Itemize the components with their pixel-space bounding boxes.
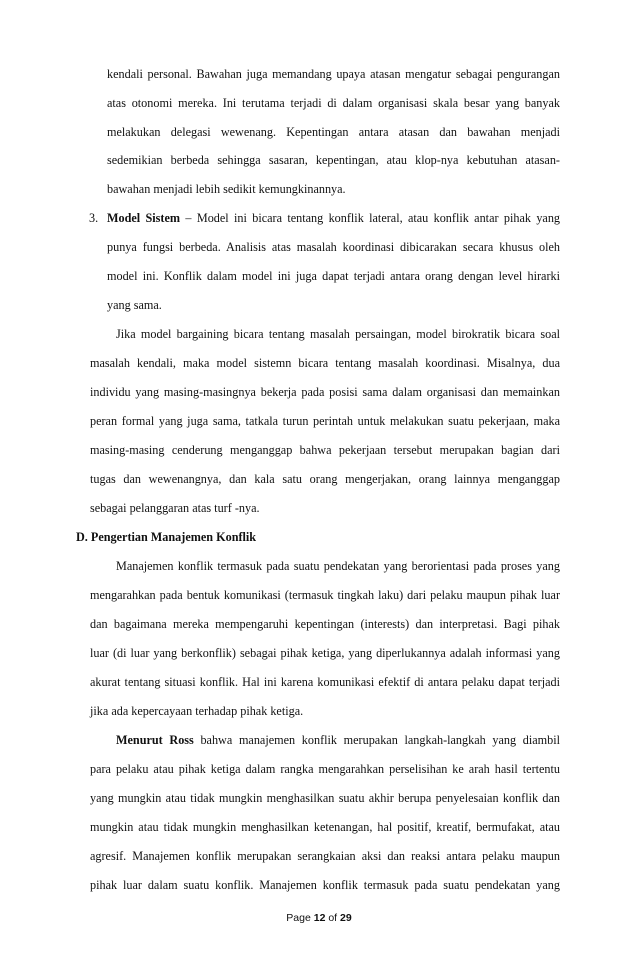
body-line: melakukan delegasi wewenang. Kepentingan antara atasan dan bawahan menjadi xyxy=(107,125,560,139)
body-line: luar (di luar yang berkonflik) sebagai pihak ketiga, yang diperlukannya adalah informasi yang xyxy=(90,646,560,660)
current-page-number: 12 xyxy=(313,912,326,924)
body-line: sedemikian berbeda sehingga sasaran, kepentingan, atau klop-nya kebutuhan atasan- xyxy=(107,153,560,167)
body-line: peran formal yang juga sama, tatkala turun perintah untuk melakukan suatu pekerjaan, maka xyxy=(90,414,560,428)
list-item-text: – Model ini bicara tentang konflik lateral, atau konflik antar pihak yang xyxy=(180,211,561,225)
body-line: masalah kendali, maka model sistemn bicara tentang masalah koordinasi. Misalnya, dua xyxy=(90,356,560,370)
page-footer xyxy=(0,912,638,924)
body-line: jika ada kepercayaan terhadap pihak ketiga. xyxy=(90,704,304,718)
cited-author: Menurut Ross xyxy=(116,733,194,747)
body-line: punya fungsi berbeda. Analisis atas masalah koordinasi dibicarakan secara khusus oleh xyxy=(107,240,560,254)
list-item-title: Model Sistem xyxy=(107,211,181,225)
section-heading: D. Pengertian Manajemen Konflik xyxy=(76,530,257,544)
body-line: atas otonomi mereka. Ini terutama terjadi di dalam organisasi skala besar yang banyak xyxy=(107,96,560,110)
body-line: akurat tentang situasi konflik. Hal ini karena komunikasi efektif di antara pelaku dapat terjadi xyxy=(90,675,560,689)
body-line: masing-masing cenderung menganggap bahwa pekerjaan tersebut merupakan bagian dari xyxy=(90,443,560,457)
total-pages-number: 29 xyxy=(340,912,352,924)
body-line: kendali personal. Bawahan juga memandang upaya atasan mengatur sebagai pengurangan xyxy=(107,67,560,81)
body-line: bawahan menjadi lebih sedikit kemungkinannya. xyxy=(107,182,346,196)
body-line: Manajemen konflik termasuk pada suatu pendekatan yang berorientasi pada proses yang xyxy=(116,559,560,573)
body-line: tugas dan wewenangnya, dan kala satu orang mengerjakan, orang lainnya menganggap xyxy=(90,472,560,486)
body-line: dan bagaimana mereka mempengaruhi kepentingan (interests) dan interpretasi. Bagi pihak xyxy=(90,617,560,631)
body-line: agresif. Manajemen konflik merupakan serangkaian aksi dan reaksi antara pelaku maupun xyxy=(90,849,560,863)
body-line: Jika model bargaining bicara tentang masalah persaingan, model birokratik bicara soal xyxy=(116,327,560,341)
body-line: individu yang masing-masingnya bekerja pada posisi sama dalam organisasi dan memainkan xyxy=(90,385,560,399)
body-line: pihak luar dalam suatu konflik. Manajemen konflik termasuk pada suatu pendekatan yang xyxy=(90,878,560,892)
body-line: sebagai pelanggaran atas turf -nya. xyxy=(90,501,260,515)
page-label: Page xyxy=(286,912,311,924)
body-line: para pelaku atau pihak ketiga dalam rangka mengarahkan perselisihan ke arah hasil tertentu xyxy=(90,762,560,776)
body-line: model ini. Konflik dalam model ini juga dapat terjadi antara orang dengan level hirarki xyxy=(107,269,560,283)
body-line: yang mungkin atau tidak mungkin menghasilkan suatu akhir berupa penyelesaian konflik dan xyxy=(90,791,560,805)
body-line: yang sama. xyxy=(107,298,162,312)
body-line: mengarahkan pada bentuk komunikasi (termasuk tingkah laku) dari pelaku maupun pihak luar xyxy=(90,588,560,602)
page-of-label: of xyxy=(328,912,338,924)
paragraph-text: bahwa manajemen konflik merupakan langkah-langkah yang diambil xyxy=(193,733,560,747)
list-number: 3. xyxy=(89,211,99,225)
list-item-first-line xyxy=(107,211,560,226)
paragraph-first-line xyxy=(116,733,560,748)
body-line: mungkin atau tidak mungkin menghasilkan ketenangan, hal positif, kreatif, bermufakat, atau xyxy=(90,820,560,834)
